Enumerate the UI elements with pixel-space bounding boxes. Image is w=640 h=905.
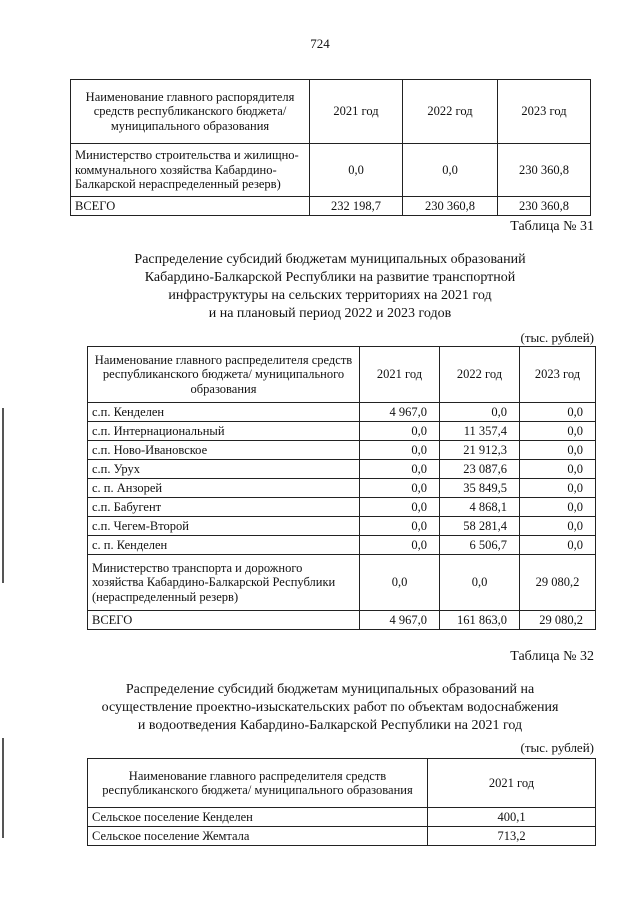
table-row	[88, 441, 596, 460]
value-2021: 232 198,7	[310, 197, 403, 216]
value-2021: 4 967,0	[360, 611, 440, 630]
row-name: Министерство транспорта и дорожного хозяйства Кабардино-Балкарской Республики (нераспределенный резерв)	[88, 555, 360, 611]
value-2021: 400,1	[428, 808, 596, 827]
value-2023: 29 080,2	[520, 555, 596, 611]
value-2023: 0,0	[520, 403, 596, 422]
value-2022: 230 360,8	[403, 197, 498, 216]
value-2022: 58 281,4	[440, 517, 520, 536]
table-32	[87, 758, 596, 846]
table-row	[88, 422, 596, 441]
value-2022: 21 912,3	[440, 441, 520, 460]
value-2021: 0,0	[360, 555, 440, 611]
table-row	[88, 536, 596, 555]
table-31	[87, 346, 596, 630]
title-line: инфраструктуры на сельских территориях на 2021 год	[168, 288, 492, 303]
value-2022: 35 849,5	[440, 479, 520, 498]
header-2021: 2021 год	[360, 347, 440, 403]
continuation-table	[70, 79, 591, 216]
table-row	[88, 479, 596, 498]
value-2021: 0,0	[310, 144, 403, 197]
table-32-units: (тыс. рублей)	[520, 740, 594, 755]
value-2023: 0,0	[520, 460, 596, 479]
value-2023: 0,0	[520, 517, 596, 536]
table-row	[88, 498, 596, 517]
table-row	[88, 517, 596, 536]
row-name: с.п. Кенделен	[88, 403, 360, 422]
value-2021: 0,0	[360, 422, 440, 441]
table-31-units: (тыс. рублей)	[520, 330, 594, 345]
value-2022: 23 087,6	[440, 460, 520, 479]
title-line: Распределение субсидий бюджетам муниципальных образований на	[125, 682, 535, 697]
table-32-title	[60, 681, 600, 735]
title-line: Кабардино-Балкарской Республики на развитие транспортной	[144, 270, 516, 285]
header-2022: 2022 год	[403, 80, 498, 144]
value-2023: 230 360,8	[498, 144, 591, 197]
header-name: Наименование главного распределителя средств республиканского бюджета/ муниципального образования	[88, 759, 428, 808]
row-name: ВСЕГО	[71, 197, 310, 216]
scan-margin-mark-top	[2, 408, 4, 583]
row-name: с. п. Анзорей	[88, 479, 360, 498]
value-2021: 0,0	[360, 479, 440, 498]
header-2023: 2023 год	[498, 80, 591, 144]
row-name: с.п. Бабугент	[88, 498, 360, 517]
table-31-title	[60, 251, 600, 323]
title-line: и водоотведения Кабардино-Балкарской Республики на 2021 год	[137, 718, 523, 733]
value-2022: 11 357,4	[440, 422, 520, 441]
row-name: с.п. Чегем-Второй	[88, 517, 360, 536]
value-2021: 0,0	[360, 441, 440, 460]
header-2023: 2023 год	[520, 347, 596, 403]
table-row	[88, 403, 596, 422]
row-name: с.п. Ново-Ивановское	[88, 441, 360, 460]
value-2022: 0,0	[440, 555, 520, 611]
value-2022: 161 863,0	[440, 611, 520, 630]
table-header-row	[88, 347, 596, 403]
value-2021: 0,0	[360, 460, 440, 479]
value-2021: 0,0	[360, 517, 440, 536]
value-2023: 0,0	[520, 422, 596, 441]
value-2021: 713,2	[428, 827, 596, 846]
table-31-caption: Таблица № 31	[510, 219, 594, 234]
row-name: Министерство строительства и жилищно-коммунального хозяйства Кабардино-Балкарской нераспределенный резерв)	[71, 144, 310, 197]
row-name: Сельское поселение Жемтала	[88, 827, 428, 846]
value-2021: 0,0	[360, 536, 440, 555]
scan-margin-mark-bottom	[2, 738, 4, 838]
page-number: 724	[310, 36, 330, 51]
value-2023: 0,0	[520, 441, 596, 460]
row-name: с.п. Интернациональный	[88, 422, 360, 441]
header-2022: 2022 год	[440, 347, 520, 403]
table-row	[88, 808, 596, 827]
row-name: ВСЕГО	[88, 611, 360, 630]
title-line: и на плановый период 2022 и 2023 годов	[208, 306, 452, 321]
value-2023: 230 360,8	[498, 197, 591, 216]
value-2021: 0,0	[360, 498, 440, 517]
value-2022: 0,0	[403, 144, 498, 197]
table-header-row	[71, 80, 591, 144]
row-name: с. п. Кенделен	[88, 536, 360, 555]
value-2023: 29 080,2	[520, 611, 596, 630]
table-row	[88, 827, 596, 846]
value-2023: 0,0	[520, 479, 596, 498]
table-row	[88, 555, 596, 611]
header-2021: 2021 год	[428, 759, 596, 808]
header-name: Наименование главного распорядителя средств республиканского бюджета/ муниципального образования	[71, 80, 310, 144]
table-total-row	[88, 611, 596, 630]
row-name: Сельское поселение Кенделен	[88, 808, 428, 827]
header-2021: 2021 год	[310, 80, 403, 144]
title-line: Распределение субсидий бюджетам муниципальных образований	[134, 252, 526, 267]
table-total-row	[71, 197, 591, 216]
value-2022: 6 506,7	[440, 536, 520, 555]
title-line: осуществление проектно-изыскательских работ по объектам водоснабжения	[101, 700, 559, 715]
header-name: Наименование главного распределителя средств республиканского бюджета/ муниципального образования	[88, 347, 360, 403]
table-row	[88, 460, 596, 479]
table-32-caption: Таблица № 32	[510, 649, 594, 664]
value-2022: 4 868,1	[440, 498, 520, 517]
row-name: с.п. Урух	[88, 460, 360, 479]
table-row	[71, 144, 591, 197]
table-header-row	[88, 759, 596, 808]
value-2021: 4 967,0	[360, 403, 440, 422]
value-2022: 0,0	[440, 403, 520, 422]
value-2023: 0,0	[520, 498, 596, 517]
value-2023: 0,0	[520, 536, 596, 555]
